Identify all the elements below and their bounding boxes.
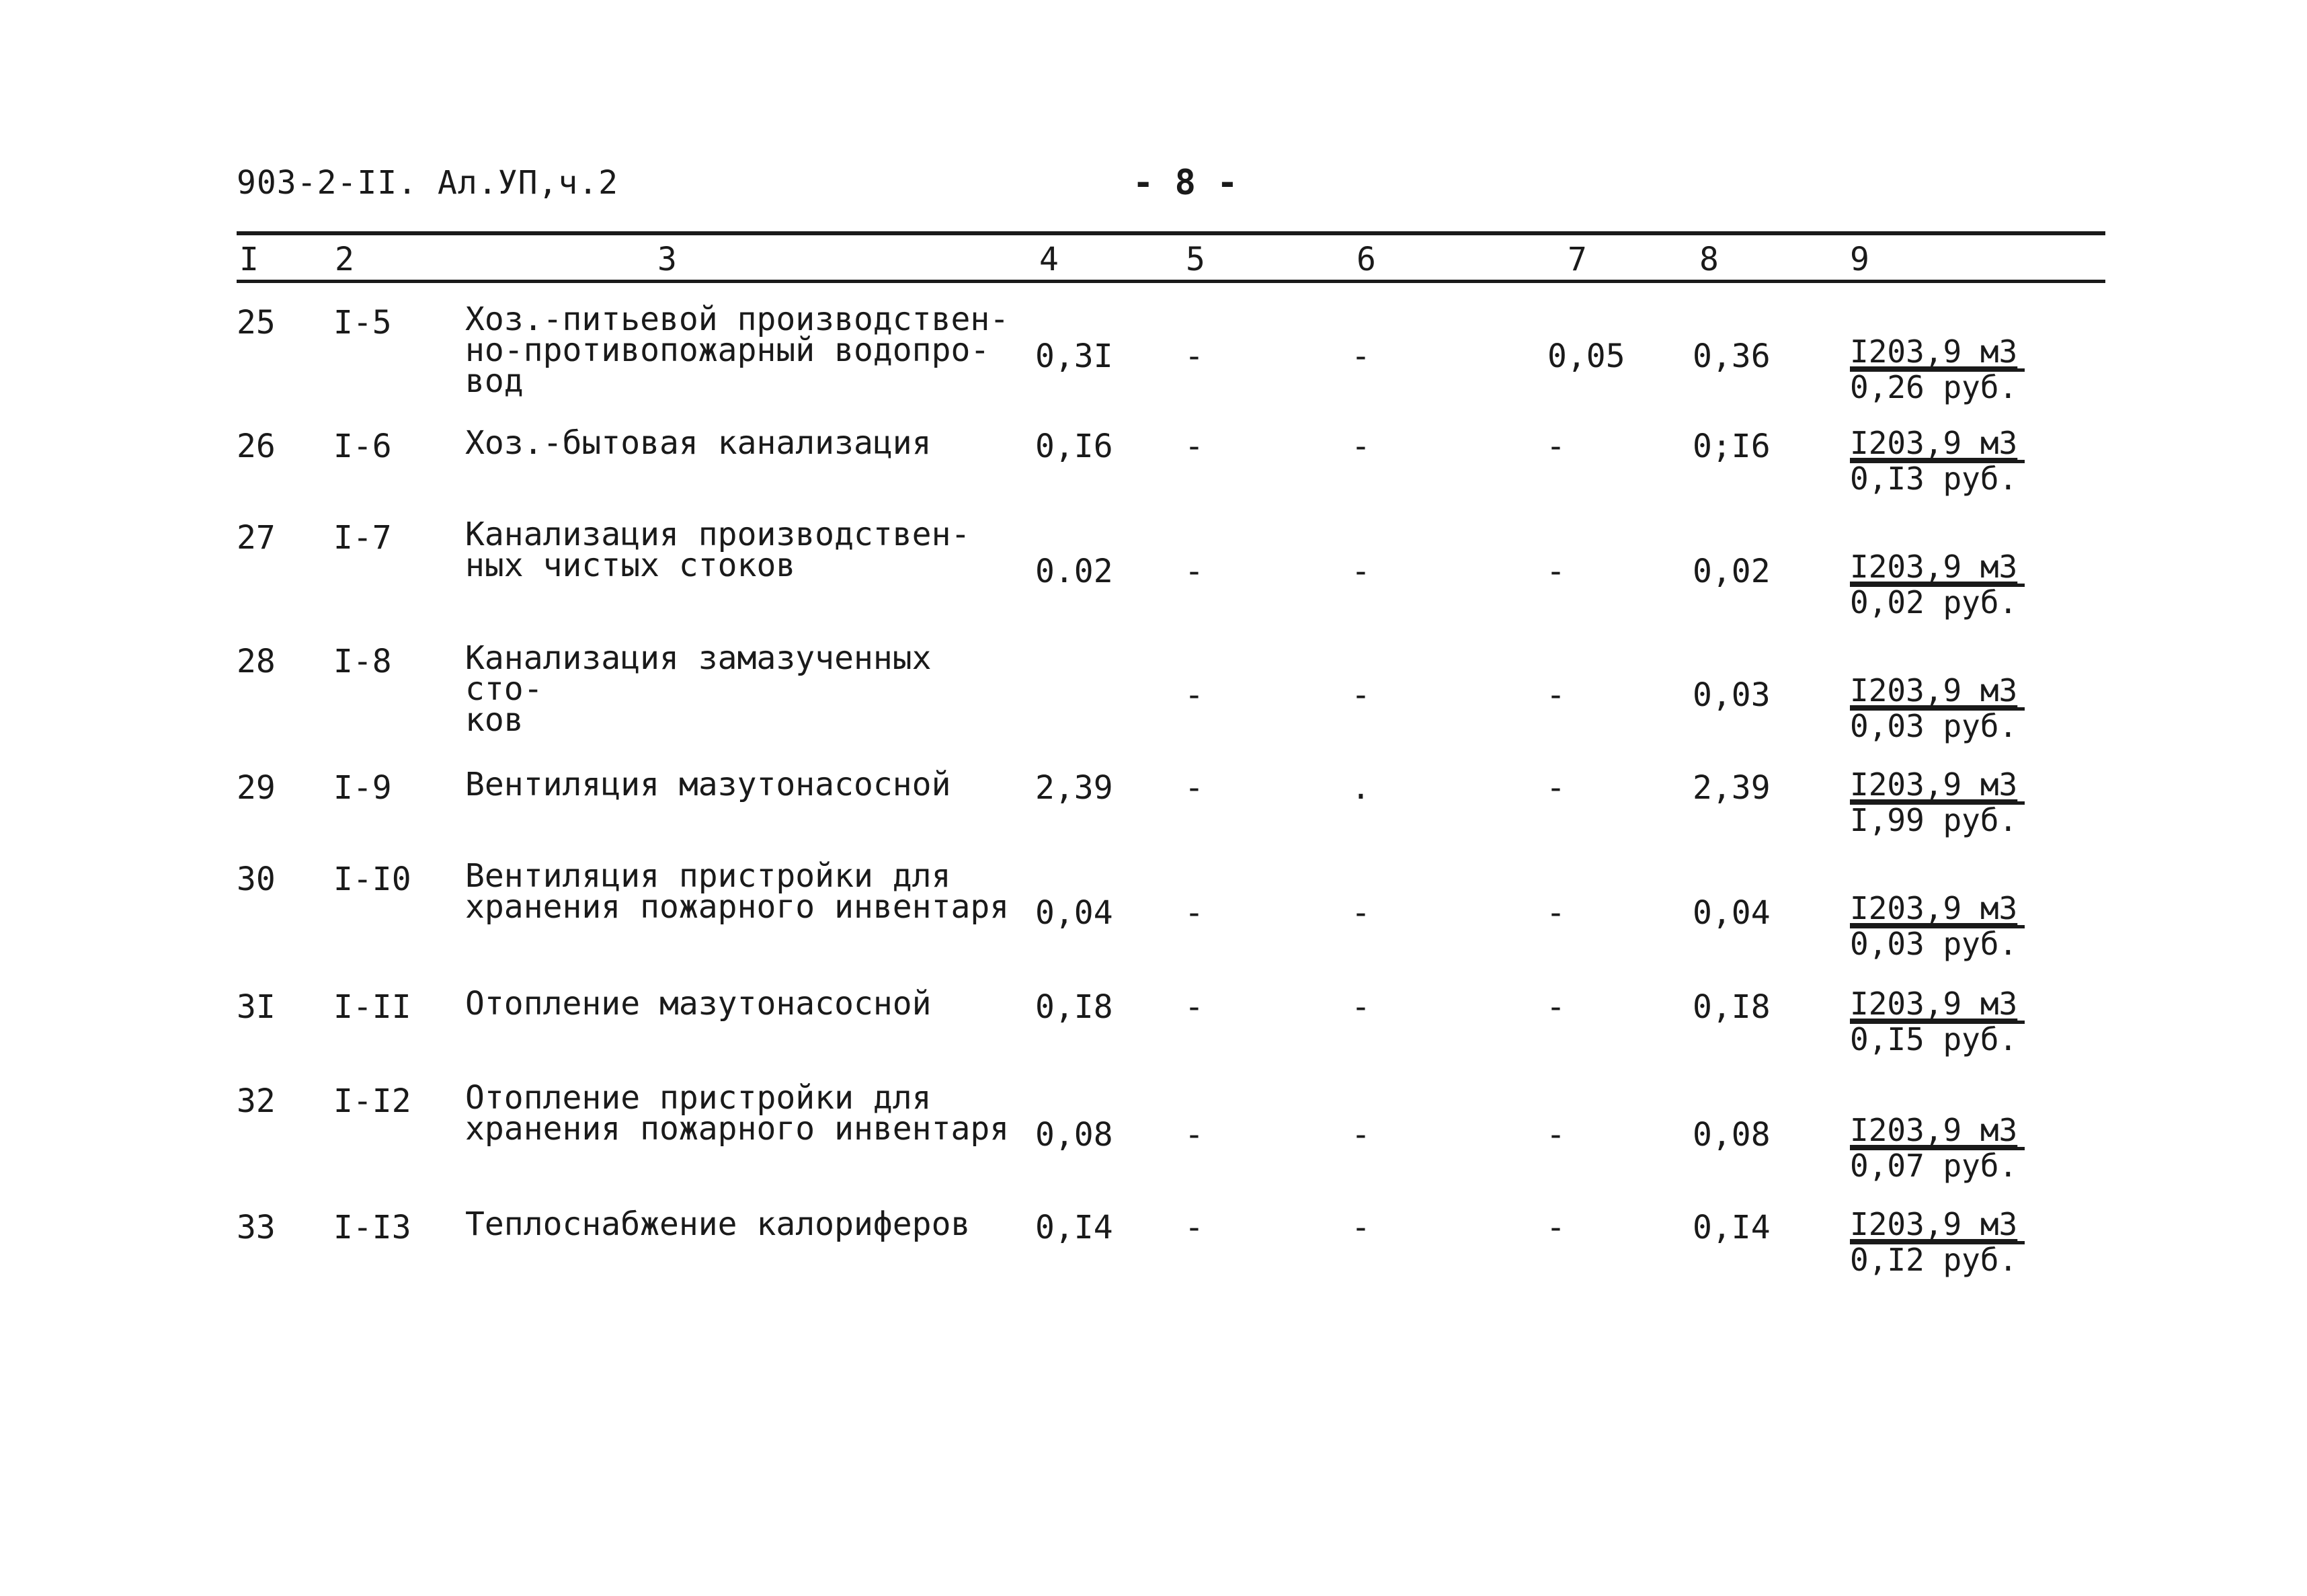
value-col-4: 0,I8 xyxy=(1035,988,1113,1026)
value-col-6: - xyxy=(1351,894,1371,932)
value-col-5: - xyxy=(1184,676,1204,714)
item-description: Хоз.-питьевой производствен- но-противопожарный водопро- вод xyxy=(465,301,1010,400)
item-code: I-I3 xyxy=(333,1209,411,1246)
unit-cost-fraction xyxy=(1850,549,2025,621)
value-col-6: - xyxy=(1351,553,1371,590)
volume-value: I203,9 м3 xyxy=(1850,1112,2018,1148)
value-col-8: 0,02 xyxy=(1693,553,1771,590)
row-number: 26 xyxy=(237,428,276,465)
column-number-3: 3 xyxy=(657,241,677,278)
volume-value: I203,9 м3 xyxy=(1850,766,2018,803)
item-description: Вентиляция мазутонасосной xyxy=(465,766,951,803)
unit-cost-fraction xyxy=(1850,672,2025,744)
unit-cost-fraction xyxy=(1850,1206,2025,1278)
item-description: Канализация производствен- ных чистых стоков xyxy=(465,516,971,584)
row-number: 33 xyxy=(237,1209,276,1246)
item-code: I-6 xyxy=(333,428,392,465)
item-code: I-II xyxy=(333,988,411,1026)
item-code: I-I2 xyxy=(333,1082,411,1120)
value-col-4: 0,3I xyxy=(1035,337,1113,375)
value-col-6: - xyxy=(1351,428,1371,465)
unit-cost-fraction xyxy=(1850,333,2025,405)
value-col-4: 0,08 xyxy=(1035,1116,1113,1154)
row-number: 32 xyxy=(237,1082,276,1120)
column-number-4: 4 xyxy=(1039,241,1059,278)
table-row xyxy=(0,1205,2307,1316)
table-header-rule xyxy=(237,280,2105,283)
value-col-8: 0,08 xyxy=(1693,1116,1771,1154)
item-description: Хоз.-бытовая канализация xyxy=(465,424,932,462)
cost-value: 0,07 руб. xyxy=(1850,1147,2025,1181)
volume-value: I203,9 м3 xyxy=(1850,425,2018,461)
page-number: - 8 - xyxy=(1133,163,1238,203)
item-description: Отопление мазутонасосной xyxy=(465,985,932,1023)
volume-value: I203,9 м3 xyxy=(1850,1206,2018,1242)
unit-cost-fraction xyxy=(1850,425,2025,497)
value-col-5: - xyxy=(1184,1116,1204,1154)
document-code: 903-2-II. Ал.УП,ч.2 xyxy=(237,164,619,202)
value-col-7: - xyxy=(1546,988,1566,1026)
item-code: I-9 xyxy=(333,769,392,807)
table-row xyxy=(0,516,2307,627)
column-number-7: 7 xyxy=(1568,241,1587,278)
row-number: 30 xyxy=(237,861,276,898)
item-description: Канализация замазученных сто- ков xyxy=(465,639,932,739)
cost-value: 0,I3 руб. xyxy=(1850,460,2025,494)
column-number-8: 8 xyxy=(1699,241,1719,278)
volume-value: I203,9 м3 xyxy=(1850,333,2018,370)
cost-value: 0,I2 руб. xyxy=(1850,1241,2025,1275)
column-number-9: 9 xyxy=(1850,241,1869,278)
value-col-5: - xyxy=(1184,337,1204,375)
table-row xyxy=(0,857,2307,968)
value-col-7: - xyxy=(1546,769,1566,807)
volume-value: I203,9 м3 xyxy=(1850,986,2018,1022)
value-col-7: - xyxy=(1546,1209,1566,1246)
value-col-8: 0,04 xyxy=(1693,894,1771,932)
item-description: Вентиляция пристройки для хранения пожарного инвентаря xyxy=(465,857,1010,926)
row-number: 27 xyxy=(237,519,276,557)
value-col-7: - xyxy=(1546,553,1566,590)
unit-cost-fraction xyxy=(1850,890,2025,962)
value-col-5: - xyxy=(1184,894,1204,932)
value-col-8: 0,I8 xyxy=(1693,988,1771,1026)
value-col-4: 2,39 xyxy=(1035,769,1113,807)
row-number: 29 xyxy=(237,769,276,807)
item-code: I-8 xyxy=(333,643,392,680)
item-code: I-5 xyxy=(333,304,392,342)
value-col-8: 2,39 xyxy=(1693,769,1771,807)
value-col-5: - xyxy=(1184,553,1204,590)
volume-value: I203,9 м3 xyxy=(1850,890,2018,926)
value-col-8: 0;I6 xyxy=(1693,428,1771,465)
table-row xyxy=(0,301,2307,411)
value-col-6: - xyxy=(1351,988,1371,1026)
value-col-6: - xyxy=(1351,337,1371,375)
value-col-7: - xyxy=(1546,676,1566,714)
value-col-8: 0,03 xyxy=(1693,676,1771,714)
value-col-4: 0,04 xyxy=(1035,894,1113,932)
value-col-5: - xyxy=(1184,769,1204,807)
value-col-8: 0,36 xyxy=(1693,337,1771,375)
value-col-7: - xyxy=(1546,428,1566,465)
unit-cost-fraction xyxy=(1850,766,2025,838)
item-description: Теплоснабжение калориферов xyxy=(465,1205,971,1243)
cost-value: 0,03 руб. xyxy=(1850,707,2025,742)
table-row xyxy=(0,639,2307,750)
value-col-4: 0.02 xyxy=(1035,553,1113,590)
unit-cost-fraction xyxy=(1850,986,2025,1058)
value-col-7: - xyxy=(1546,894,1566,932)
cost-value: 0,03 руб. xyxy=(1850,925,2025,959)
table-row xyxy=(0,1079,2307,1190)
value-col-7: 0,05 xyxy=(1547,337,1625,375)
value-col-6: - xyxy=(1351,1209,1371,1246)
value-col-4: 0,I6 xyxy=(1035,428,1113,465)
value-col-4: 0,I4 xyxy=(1035,1209,1113,1246)
volume-value: I203,9 м3 xyxy=(1850,549,2018,585)
cost-value: 0,26 руб. xyxy=(1850,368,2025,403)
value-col-8: 0,I4 xyxy=(1693,1209,1771,1246)
column-number-2: 2 xyxy=(335,241,354,278)
row-number: 28 xyxy=(237,643,276,680)
value-col-6: . xyxy=(1351,769,1371,807)
column-number-5: 5 xyxy=(1186,241,1205,278)
value-col-5: - xyxy=(1184,428,1204,465)
value-col-5: - xyxy=(1184,1209,1204,1246)
table-row xyxy=(0,985,2307,1096)
unit-cost-fraction xyxy=(1850,1112,2025,1184)
cost-value: 0,02 руб. xyxy=(1850,584,2025,618)
column-number-6: 6 xyxy=(1357,241,1376,278)
value-col-6: - xyxy=(1351,1116,1371,1154)
cost-value: I,99 руб. xyxy=(1850,801,2025,836)
item-code: I-I0 xyxy=(333,861,411,898)
row-number: 25 xyxy=(237,304,276,342)
column-number-1: I xyxy=(239,241,259,278)
value-col-5: - xyxy=(1184,988,1204,1026)
cost-value: 0,I5 руб. xyxy=(1850,1021,2025,1055)
item-description: Отопление пристройки для хранения пожарного инвентаря xyxy=(465,1079,1010,1148)
value-col-6: - xyxy=(1351,676,1371,714)
volume-value: I203,9 м3 xyxy=(1850,672,2018,709)
value-col-7: - xyxy=(1546,1116,1566,1154)
row-number: 3I xyxy=(237,988,276,1026)
item-code: I-7 xyxy=(333,519,392,557)
table-top-rule xyxy=(237,231,2105,235)
